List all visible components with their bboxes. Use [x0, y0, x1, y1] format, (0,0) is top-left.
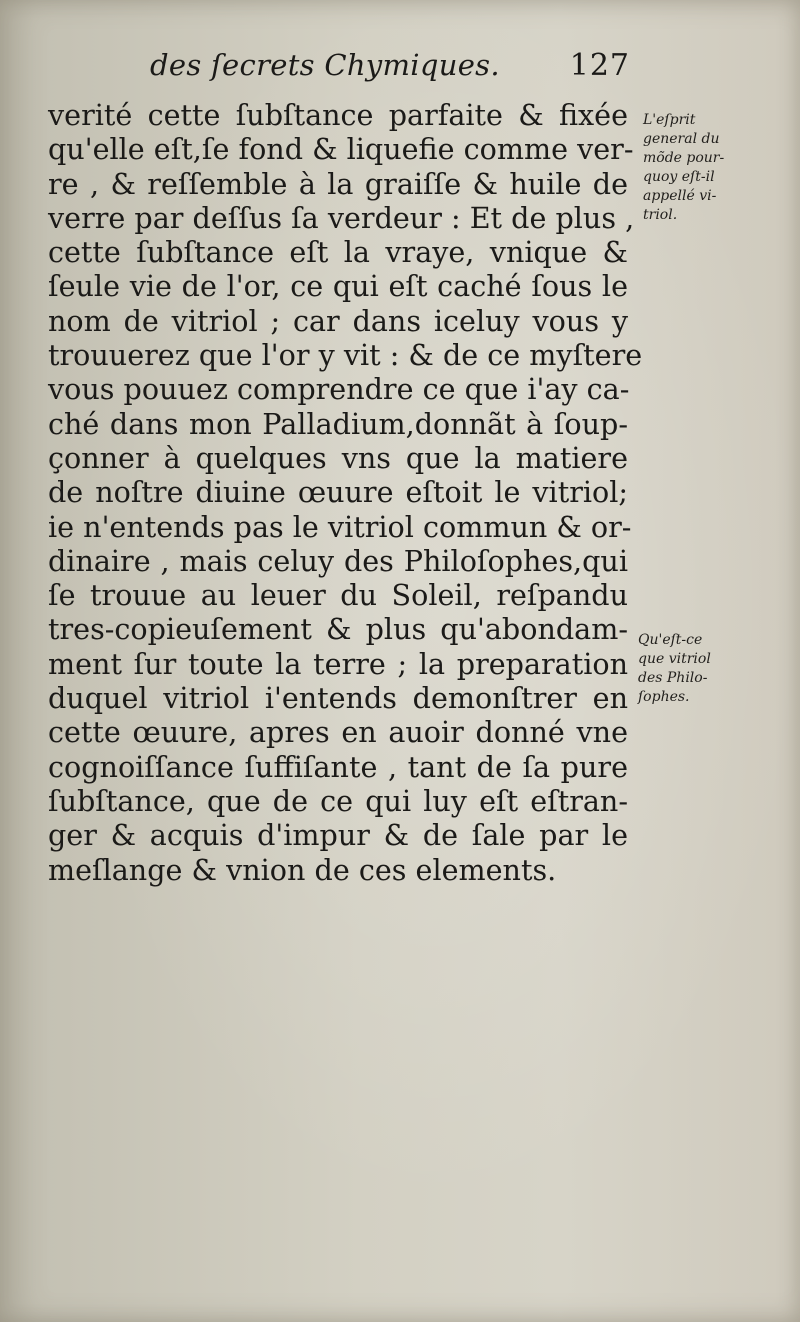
margin-note-line: Qu'eſt-ce	[638, 632, 703, 648]
text-line: cette ſubſtance eſt la vraye, vnique &	[48, 235, 628, 270]
margin-note-line: triol.	[643, 207, 678, 223]
margin-note-line: mõde pour-	[643, 150, 725, 166]
text-line: nom de vitriol ; car dans iceluy vous y	[48, 303, 628, 338]
text-line: ché dans mon Palladium,donnãt à ſoup-	[48, 406, 628, 441]
margin-note-line: L'eſprit	[643, 112, 696, 128]
text-line: ger & acquis d'impur & de ſale par le	[48, 818, 628, 853]
text-line: ſe trouue au leuer du Soleil, reſpandu	[48, 578, 628, 613]
margin-note-line: general du	[643, 131, 720, 147]
running-head: des ſecrets Chymiques.	[150, 48, 500, 82]
margin-note-line: des Philo-	[638, 670, 708, 686]
text-line: tres-copieuſement & plus qu'abondam-	[48, 612, 628, 647]
text-line: re , & reſſemble à la graiſſe & huile de	[48, 166, 628, 201]
text-line: ſeule vie de l'or, ce qui eſt caché ſous le	[48, 269, 628, 304]
text-line: qu'elle eſt,ſe fond & liquefie comme ver-	[48, 132, 634, 167]
margin-note-line: appellé vi-	[643, 188, 717, 204]
margin-note-line: quoy eſt-il	[643, 169, 715, 185]
margin-note-vitriol-philosophes	[638, 631, 786, 707]
text-line: de noſtre diuine œuure eſtoit le vitriol;	[48, 475, 628, 510]
text-line: meſlange & vnion de ces elements.	[48, 852, 557, 887]
text-line: cognoiſſance ſuffiſante , tant de ſa pure	[48, 749, 628, 784]
margin-note-esprit-general	[643, 111, 791, 225]
margin-note-line: ſophes.	[638, 689, 690, 705]
text-line: duquel vitriol i'entends demonſtrer en	[48, 681, 628, 716]
text-line: çonner à quelques vns que la matiere	[48, 440, 628, 475]
text-line: trouuerez que l'or y vit : & de ce myſtere	[48, 338, 643, 373]
margin-note-line: que vitriol	[638, 651, 711, 667]
text-line: ie n'entends pas le vitriol commun & or-	[48, 509, 632, 544]
text-line: ment ſur toute la terre ; la preparation	[48, 646, 628, 681]
body-text	[48, 98, 643, 887]
text-line: verité cette ſubſtance parfaite & fixée	[48, 98, 628, 132]
text-line: vous pouuez comprendre ce que i'ay ca-	[48, 372, 630, 407]
page-header	[150, 48, 630, 88]
text-line: cette œuure, apres en auoir donné vne	[48, 715, 628, 750]
text-line: dinaire , mais celuy des Philoſophes,qui	[48, 543, 628, 578]
text-line: ſubſtance, que de ce qui luy eſt eſtran-	[48, 783, 628, 818]
page-number: 127	[569, 48, 630, 83]
text-line: verre par deſſus ſa verdeur : Et de plus ,	[48, 200, 635, 235]
